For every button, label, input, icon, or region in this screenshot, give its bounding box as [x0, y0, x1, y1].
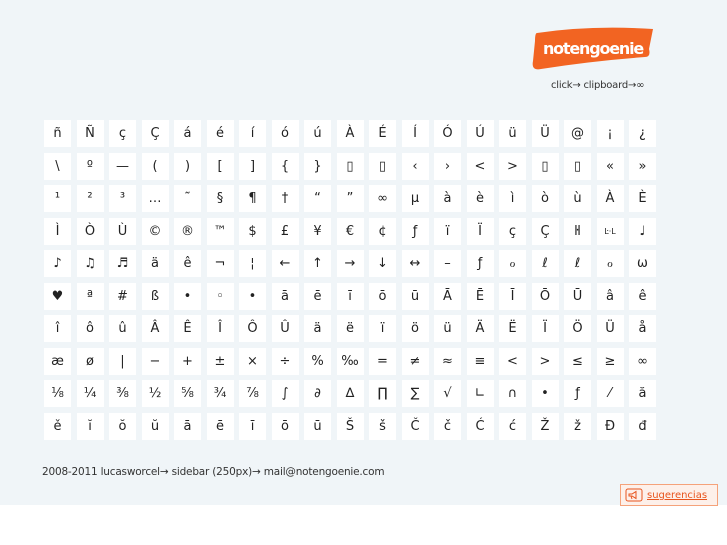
- char-button[interactable]: Š: [337, 413, 364, 440]
- char-button[interactable]: ï: [369, 315, 396, 342]
- char-button[interactable]: ù: [564, 185, 591, 212]
- char-button[interactable]: ú: [304, 120, 331, 147]
- char-button[interactable]: ∞: [369, 185, 396, 212]
- char-button[interactable]: ⁄: [597, 380, 624, 407]
- char-button[interactable]: Ū: [564, 283, 591, 310]
- char-button[interactable]: ƒ: [564, 380, 591, 407]
- char-button[interactable]: Ü: [597, 315, 624, 342]
- char-button[interactable]: +: [174, 348, 201, 375]
- char-button[interactable]: Č: [402, 413, 429, 440]
- char-button[interactable]: >: [499, 153, 526, 180]
- char-button[interactable]: ℓ: [532, 250, 559, 277]
- char-button[interactable]: ê: [629, 283, 656, 310]
- char-button[interactable]: †: [272, 185, 299, 212]
- char-button[interactable]: è: [467, 185, 494, 212]
- char-button[interactable]: •: [532, 380, 559, 407]
- char-button[interactable]: Ü: [532, 120, 559, 147]
- char-button[interactable]: ◦: [207, 283, 234, 310]
- char-button[interactable]: ∞: [629, 348, 656, 375]
- char-button[interactable]: Đ: [597, 413, 624, 440]
- char-button[interactable]: ×: [239, 348, 266, 375]
- char-button[interactable]: ü: [434, 315, 461, 342]
- char-button[interactable]: Ô: [239, 315, 266, 342]
- char-button[interactable]: ²: [77, 185, 104, 212]
- char-button[interactable]: í: [239, 120, 266, 147]
- char-button[interactable]: ≠: [402, 348, 429, 375]
- char-button[interactable]: ™: [207, 218, 234, 245]
- char-button[interactable]: ¿: [629, 120, 656, 147]
- char-button[interactable]: ∂: [304, 380, 331, 407]
- char-button[interactable]: È: [629, 185, 656, 212]
- char-button[interactable]: \: [44, 153, 71, 180]
- char-button[interactable]: »: [629, 153, 656, 180]
- char-button[interactable]: ā: [272, 283, 299, 310]
- char-button[interactable]: ¦: [239, 250, 266, 277]
- char-button[interactable]: —: [109, 153, 136, 180]
- char-button[interactable]: ‰: [337, 348, 364, 375]
- char-button[interactable]: ∟: [467, 380, 494, 407]
- char-button[interactable]: Ä: [467, 315, 494, 342]
- char-button[interactable]: ō: [369, 283, 396, 310]
- char-button[interactable]: ®: [174, 218, 201, 245]
- char-button[interactable]: ‹: [402, 153, 429, 180]
- char-button[interactable]: Ù: [109, 218, 136, 245]
- char-button[interactable]: ⅝: [174, 380, 201, 407]
- sugerencias-button[interactable]: [620, 484, 718, 506]
- char-button[interactable]: ç: [499, 218, 526, 245]
- char-button[interactable]: ♥: [44, 283, 71, 310]
- char-button[interactable]: ă: [629, 380, 656, 407]
- char-button[interactable]: ¼: [77, 380, 104, 407]
- char-button[interactable]: •: [239, 283, 266, 310]
- char-button[interactable]: ü: [499, 120, 526, 147]
- tagline: click→ clipboard→∞: [551, 80, 645, 91]
- char-button[interactable]: Ï: [467, 218, 494, 245]
- char-button[interactable]: Ê: [174, 315, 201, 342]
- char-button[interactable]: ▯: [369, 153, 396, 180]
- char-button[interactable]: }: [304, 153, 331, 180]
- char-button[interactable]: æ: [44, 348, 71, 375]
- char-button[interactable]: ÷: [272, 348, 299, 375]
- char-button[interactable]: [: [207, 153, 234, 180]
- char-button[interactable]: −: [142, 348, 169, 375]
- char-button[interactable]: Ž: [532, 413, 559, 440]
- char-button[interactable]: Ā: [434, 283, 461, 310]
- char-button[interactable]: Ò: [77, 218, 104, 245]
- char-button[interactable]: ♩: [629, 218, 656, 245]
- char-button[interactable]: ß: [142, 283, 169, 310]
- char-button[interactable]: –: [434, 250, 461, 277]
- char-button[interactable]: ¬: [207, 250, 234, 277]
- char-button[interactable]: ē: [304, 283, 331, 310]
- logo-text: notengoenie: [542, 38, 644, 58]
- char-button[interactable]: ∑: [402, 380, 429, 407]
- char-button[interactable]: ℓ: [564, 250, 591, 277]
- char-button[interactable]: ç: [109, 120, 136, 147]
- char-button[interactable]: ▯: [564, 153, 591, 180]
- char-button[interactable]: $: [239, 218, 266, 245]
- char-button[interactable]: ì: [499, 185, 526, 212]
- char-button[interactable]: ≈: [434, 348, 461, 375]
- char-button[interactable]: ♪: [44, 250, 71, 277]
- char-button[interactable]: ▯: [532, 153, 559, 180]
- char-button[interactable]: ć: [499, 413, 526, 440]
- char-button[interactable]: à: [434, 185, 461, 212]
- char-button[interactable]: Ë: [499, 315, 526, 342]
- char-button[interactable]: á: [174, 120, 201, 147]
- char-button[interactable]: ©: [142, 218, 169, 245]
- char-button[interactable]: …: [142, 185, 169, 212]
- char-button[interactable]: √: [434, 380, 461, 407]
- char-button[interactable]: (: [142, 153, 169, 180]
- char-button[interactable]: ¢: [369, 218, 396, 245]
- char-button[interactable]: Û: [272, 315, 299, 342]
- char-button[interactable]: ī: [239, 413, 266, 440]
- char-button[interactable]: Ú: [467, 120, 494, 147]
- char-button[interactable]: ĭ: [77, 413, 104, 440]
- char-button[interactable]: ]: [239, 153, 266, 180]
- char-button[interactable]: <: [499, 348, 526, 375]
- char-button[interactable]: ←: [272, 250, 299, 277]
- char-button[interactable]: “: [304, 185, 331, 212]
- char-button[interactable]: ï: [434, 218, 461, 245]
- character-grid: [44, 120, 658, 440]
- char-button[interactable]: •: [174, 283, 201, 310]
- char-button[interactable]: Ŀ·L: [597, 218, 624, 245]
- char-button[interactable]: Ñ: [77, 120, 104, 147]
- char-button[interactable]: ”: [337, 185, 364, 212]
- char-button[interactable]: ¶: [239, 185, 266, 212]
- char-button[interactable]: «: [597, 153, 624, 180]
- char-button[interactable]: ě: [44, 413, 71, 440]
- char-button[interactable]: ∩: [499, 380, 526, 407]
- char-button[interactable]: É: [369, 120, 396, 147]
- char-button[interactable]: ê: [174, 250, 201, 277]
- char-button[interactable]: ∫: [272, 380, 299, 407]
- char-button[interactable]: Ō: [532, 283, 559, 310]
- char-button[interactable]: %: [304, 348, 331, 375]
- char-button[interactable]: ω: [629, 250, 656, 277]
- char-button[interactable]: À: [597, 185, 624, 212]
- char-button[interactable]: Ö: [564, 315, 591, 342]
- char-button[interactable]: §: [207, 185, 234, 212]
- char-button[interactable]: <: [467, 153, 494, 180]
- char-button[interactable]: ∆: [337, 380, 364, 407]
- char-button[interactable]: ō: [272, 413, 299, 440]
- char-button[interactable]: £: [272, 218, 299, 245]
- char-button[interactable]: ū: [402, 283, 429, 310]
- char-button[interactable]: ›: [434, 153, 461, 180]
- char-button[interactable]: ⅞: [239, 380, 266, 407]
- char-button[interactable]: ≤: [564, 348, 591, 375]
- char-button[interactable]: ŭ: [142, 413, 169, 440]
- char-button[interactable]: ā: [174, 413, 201, 440]
- char-button[interactable]: ø: [77, 348, 104, 375]
- char-button[interactable]: Ï: [532, 315, 559, 342]
- sugerencias-label: sugerencias: [647, 489, 708, 501]
- char-button[interactable]: ↓: [369, 250, 396, 277]
- char-button[interactable]: ë: [337, 315, 364, 342]
- char-button[interactable]: →: [337, 250, 364, 277]
- char-button[interactable]: ƒ: [467, 250, 494, 277]
- char-button[interactable]: ≡: [467, 348, 494, 375]
- char-button[interactable]: ž: [564, 413, 591, 440]
- char-button[interactable]: ū: [304, 413, 331, 440]
- char-button[interactable]: ♫: [77, 250, 104, 277]
- char-button[interactable]: ¾: [207, 380, 234, 407]
- char-button[interactable]: ♬: [109, 250, 136, 277]
- char-button[interactable]: â: [597, 283, 624, 310]
- char-button[interactable]: ¥: [304, 218, 331, 245]
- char-button[interactable]: µ: [402, 185, 429, 212]
- char-button[interactable]: ↑: [304, 250, 331, 277]
- char-button[interactable]: ô: [77, 315, 104, 342]
- char-button[interactable]: Î: [207, 315, 234, 342]
- char-button[interactable]: ä: [304, 315, 331, 342]
- char-button[interactable]: û: [109, 315, 136, 342]
- char-button[interactable]: Ç: [142, 120, 169, 147]
- char-button[interactable]: ½: [142, 380, 169, 407]
- char-button[interactable]: À: [337, 120, 364, 147]
- char-button[interactable]: ): [174, 153, 201, 180]
- char-button[interactable]: ℴ: [499, 250, 526, 277]
- char-button[interactable]: Ó: [434, 120, 461, 147]
- char-button[interactable]: ˜: [174, 185, 201, 212]
- char-button[interactable]: é: [207, 120, 234, 147]
- char-button[interactable]: Ç: [532, 218, 559, 245]
- char-button[interactable]: Â: [142, 315, 169, 342]
- char-button[interactable]: ŏ: [109, 413, 136, 440]
- char-button[interactable]: =: [369, 348, 396, 375]
- char-button[interactable]: ó: [272, 120, 299, 147]
- char-button[interactable]: ≥: [597, 348, 624, 375]
- char-button[interactable]: ±: [207, 348, 234, 375]
- char-button[interactable]: ä: [142, 250, 169, 277]
- logo[interactable]: [531, 27, 655, 71]
- char-button[interactable]: Ē: [467, 283, 494, 310]
- char-button[interactable]: î: [44, 315, 71, 342]
- char-button[interactable]: ∏: [369, 380, 396, 407]
- char-button[interactable]: ¹: [44, 185, 71, 212]
- megaphone-icon: [625, 488, 643, 502]
- char-button[interactable]: ñ: [44, 120, 71, 147]
- char-button[interactable]: ö: [402, 315, 429, 342]
- char-button[interactable]: ℴ: [597, 250, 624, 277]
- char-button[interactable]: ē: [207, 413, 234, 440]
- char-button[interactable]: #: [109, 283, 136, 310]
- char-button[interactable]: Ī: [499, 283, 526, 310]
- char-button[interactable]: {: [272, 153, 299, 180]
- char-button[interactable]: ª: [77, 283, 104, 310]
- char-button[interactable]: |: [109, 348, 136, 375]
- char-button[interactable]: Í: [402, 120, 429, 147]
- char-button[interactable]: ▯: [337, 153, 364, 180]
- char-button[interactable]: ƒ: [402, 218, 429, 245]
- char-button[interactable]: š: [369, 413, 396, 440]
- char-button[interactable]: Ć: [467, 413, 494, 440]
- char-button[interactable]: º: [77, 153, 104, 180]
- char-button[interactable]: ò: [532, 185, 559, 212]
- char-button[interactable]: ¡: [597, 120, 624, 147]
- footer-text: 2008-2011 lucasworcel→ sidebar (250px)→ mail@notengoenie.com: [42, 466, 385, 478]
- char-button[interactable]: ↔: [402, 250, 429, 277]
- char-button[interactable]: >: [532, 348, 559, 375]
- char-button[interactable]: ŀl: [564, 218, 591, 245]
- char-button[interactable]: ³: [109, 185, 136, 212]
- char-button[interactable]: ⅜: [109, 380, 136, 407]
- char-button[interactable]: ī: [337, 283, 364, 310]
- char-button[interactable]: å: [629, 315, 656, 342]
- char-button[interactable]: ⅛: [44, 380, 71, 407]
- char-button[interactable]: đ: [629, 413, 656, 440]
- char-button[interactable]: @: [564, 120, 591, 147]
- char-button[interactable]: č: [434, 413, 461, 440]
- char-button[interactable]: Ì: [44, 218, 71, 245]
- char-button[interactable]: €: [337, 218, 364, 245]
